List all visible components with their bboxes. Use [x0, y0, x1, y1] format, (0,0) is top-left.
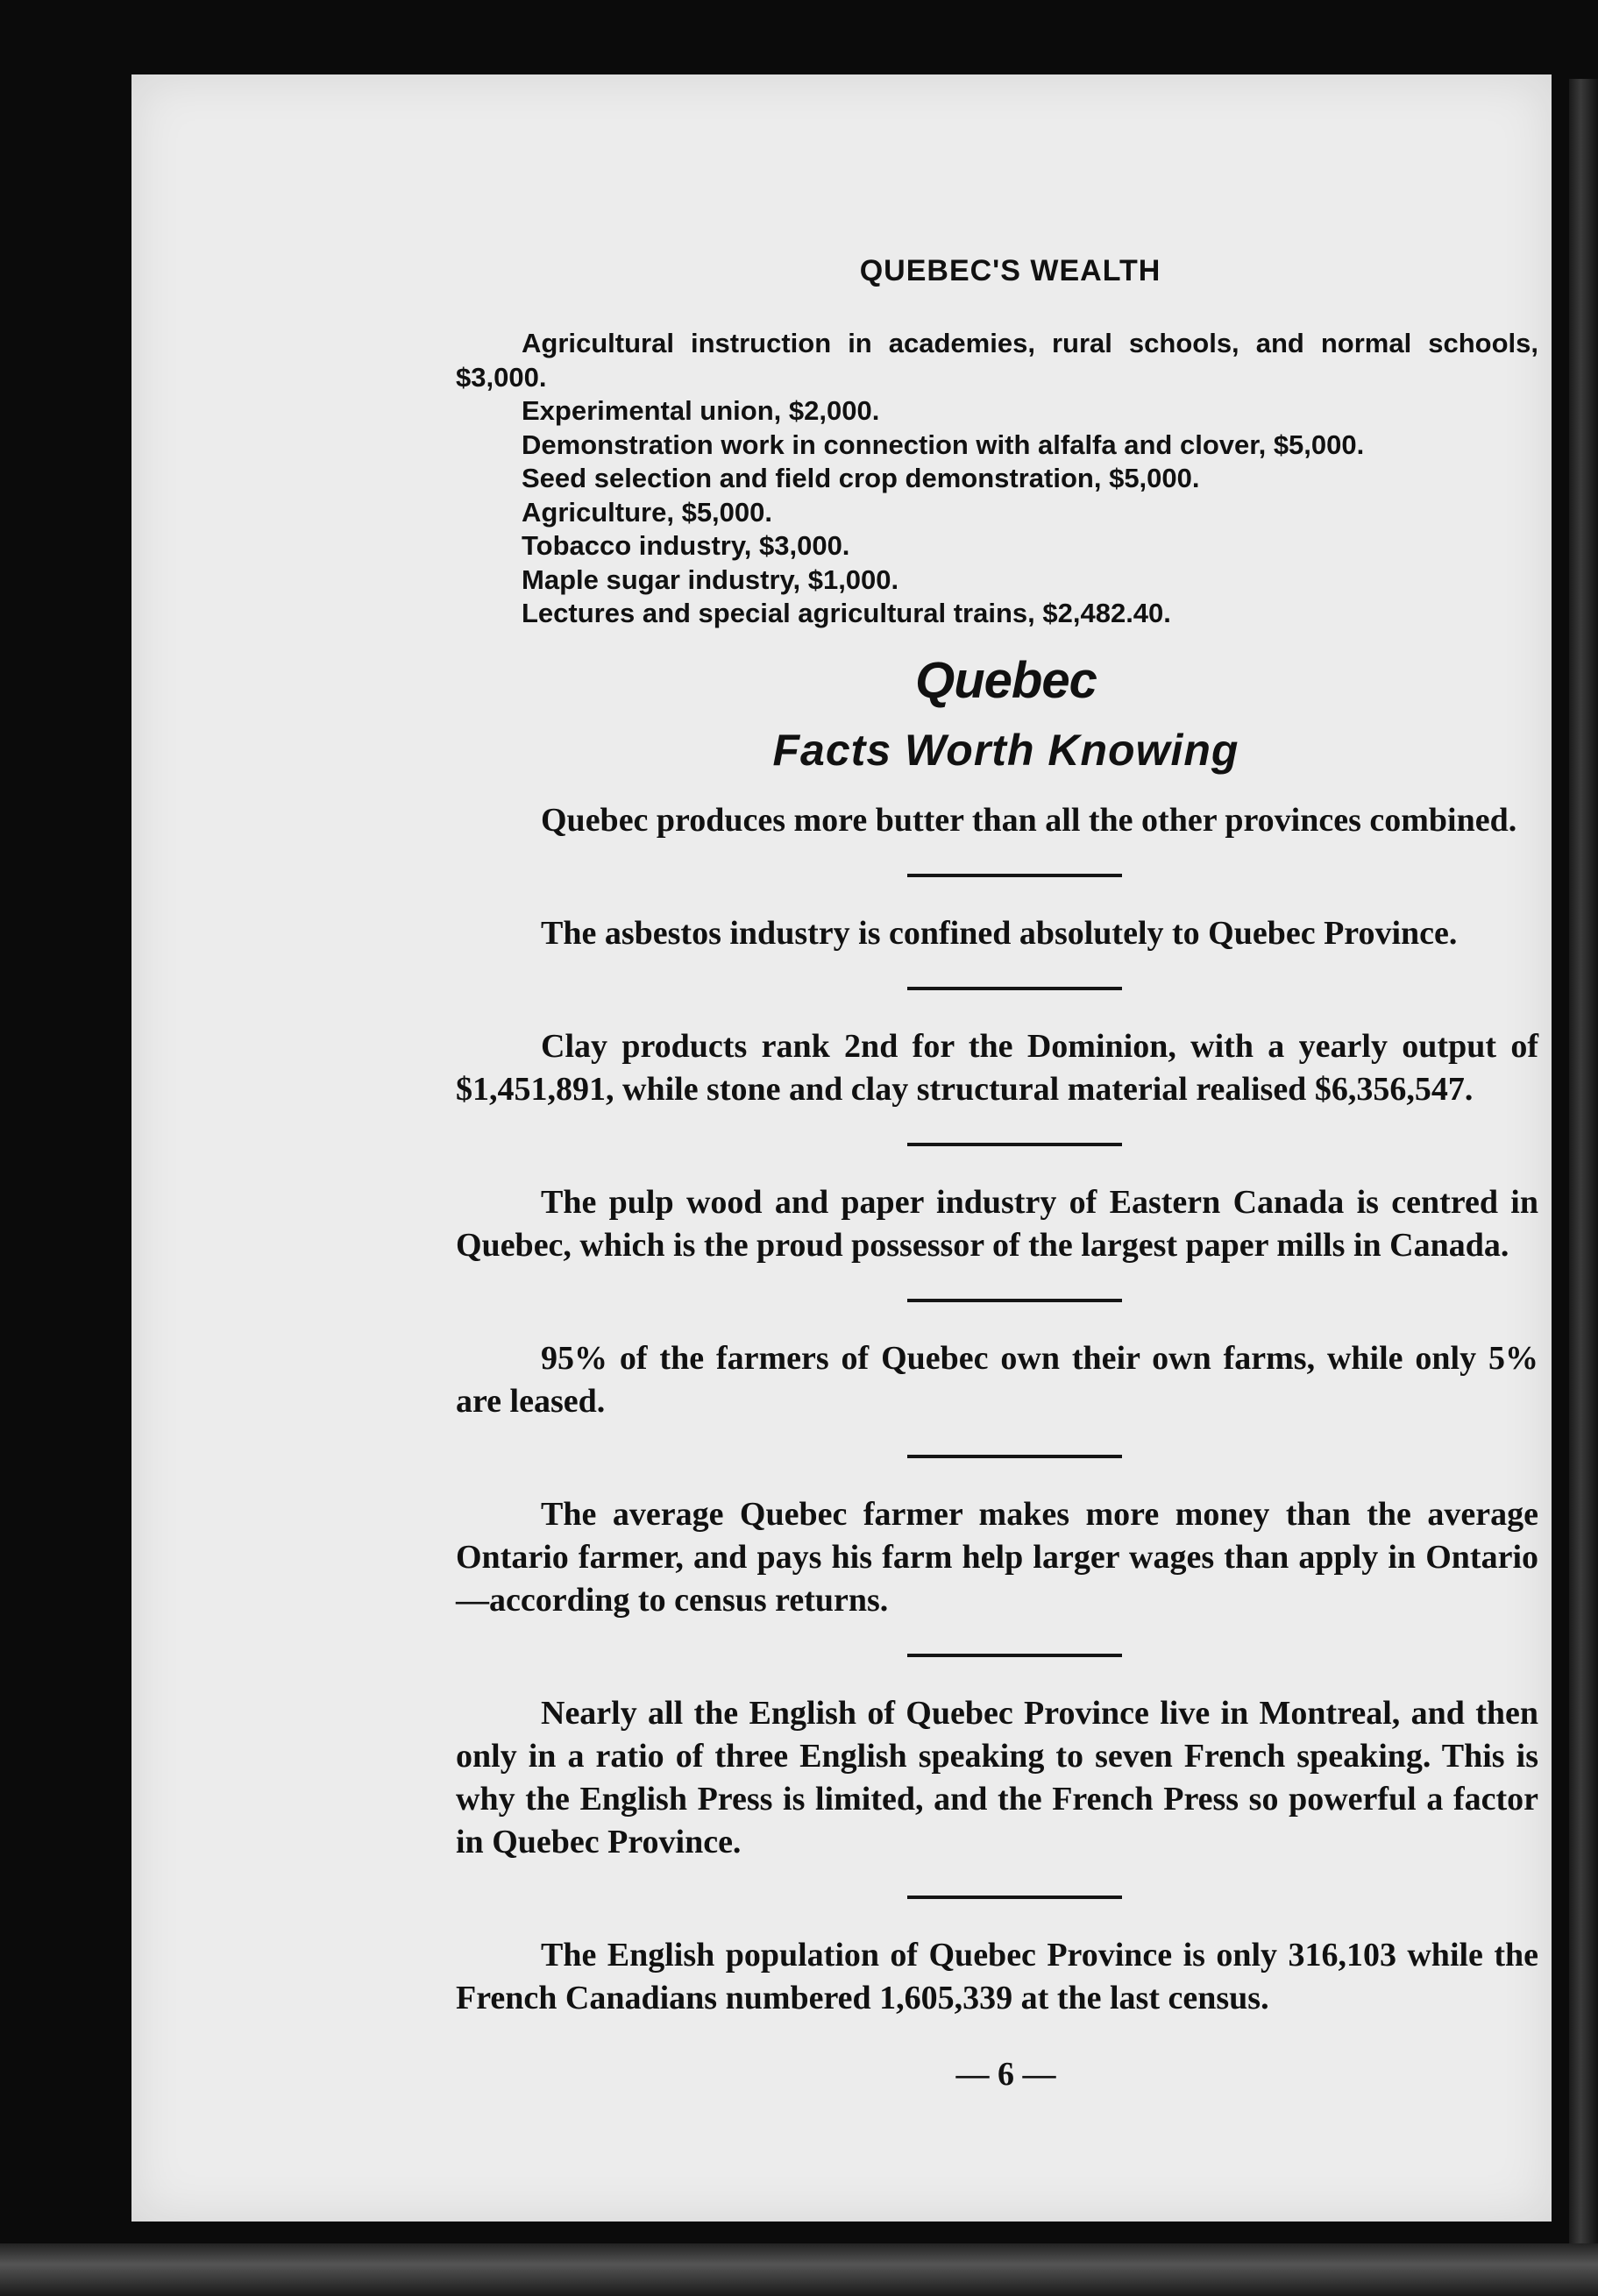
divider-rule	[907, 1455, 1122, 1458]
divider-rule	[907, 1896, 1122, 1899]
fact-paragraph: Clay products rank 2nd for the Dominion, with a yearly output of $1,451,891, while stone and clay structural material realised $6,356,547.	[456, 1027, 1538, 1108]
list-item: Agriculture, $5,000.	[522, 496, 773, 528]
running-head: QUEBEC'S WEALTH	[859, 254, 1161, 287]
divider-rule	[907, 1654, 1122, 1657]
scan-edge-right	[1569, 79, 1598, 2270]
list-item: Tobacco industry, $3,000.	[522, 530, 850, 561]
fact-paragraph: The pulp wood and paper industry of Eastern Canada is centred in Quebec, which is the proud possessor of the largest paper mills in Canada.	[456, 1183, 1538, 1264]
section-subtitle: Facts Worth Knowing	[772, 725, 1239, 775]
divider-rule	[907, 874, 1122, 877]
page-number: — 6 —	[955, 2055, 1056, 2093]
list-item: Maple sugar industry, $1,000.	[522, 563, 899, 595]
fact-paragraph: 95% of the farmers of Quebec own their own farms, while only 5% are leased.	[456, 1339, 1538, 1420]
divider-rule	[907, 1299, 1122, 1302]
page-content	[456, 254, 1538, 2094]
list-item: Lectures and special agricultural trains, $2,482.40.	[522, 598, 1171, 628]
list-item: Demonstration work in connection with alfalfa and clover, $5,000.	[522, 429, 1365, 460]
list-item: Agricultural instruction in academies, rural schools, and normal schools, $3,000.	[456, 328, 1538, 393]
divider-rule	[907, 987, 1122, 990]
fact-paragraph: The asbestos industry is confined absolutely to Quebec Province.	[541, 914, 1458, 952]
fact-paragraph: Nearly all the English of Quebec Province live in Montreal, and then only in a ratio of three English speaking to seven French speaking. This is why the English Press is limited, and the French Press so powerful a factor in Quebec Province.	[456, 1694, 1538, 1860]
scan-edge-bottom	[0, 2243, 1598, 2296]
document-page	[131, 74, 1552, 2222]
divider-rule	[907, 1143, 1122, 1146]
fact-paragraph: Quebec produces more butter than all the other provinces combined.	[541, 801, 1517, 839]
fact-paragraph: The English population of Quebec Province is only 316,103 while the French Canadians numbered 1,605,339 at the last census.	[456, 1936, 1538, 2016]
section-title: Quebec	[915, 651, 1097, 709]
appropriations-list	[456, 327, 1538, 631]
list-item: Experimental union, $2,000.	[522, 395, 880, 426]
fact-paragraph: The average Quebec farmer makes more money than the average Ontario farmer, and pays his farm help larger wages than apply in Ontario—according to census returns.	[456, 1495, 1538, 1619]
list-item: Seed selection and field crop demonstration, $5,000.	[522, 463, 1200, 493]
